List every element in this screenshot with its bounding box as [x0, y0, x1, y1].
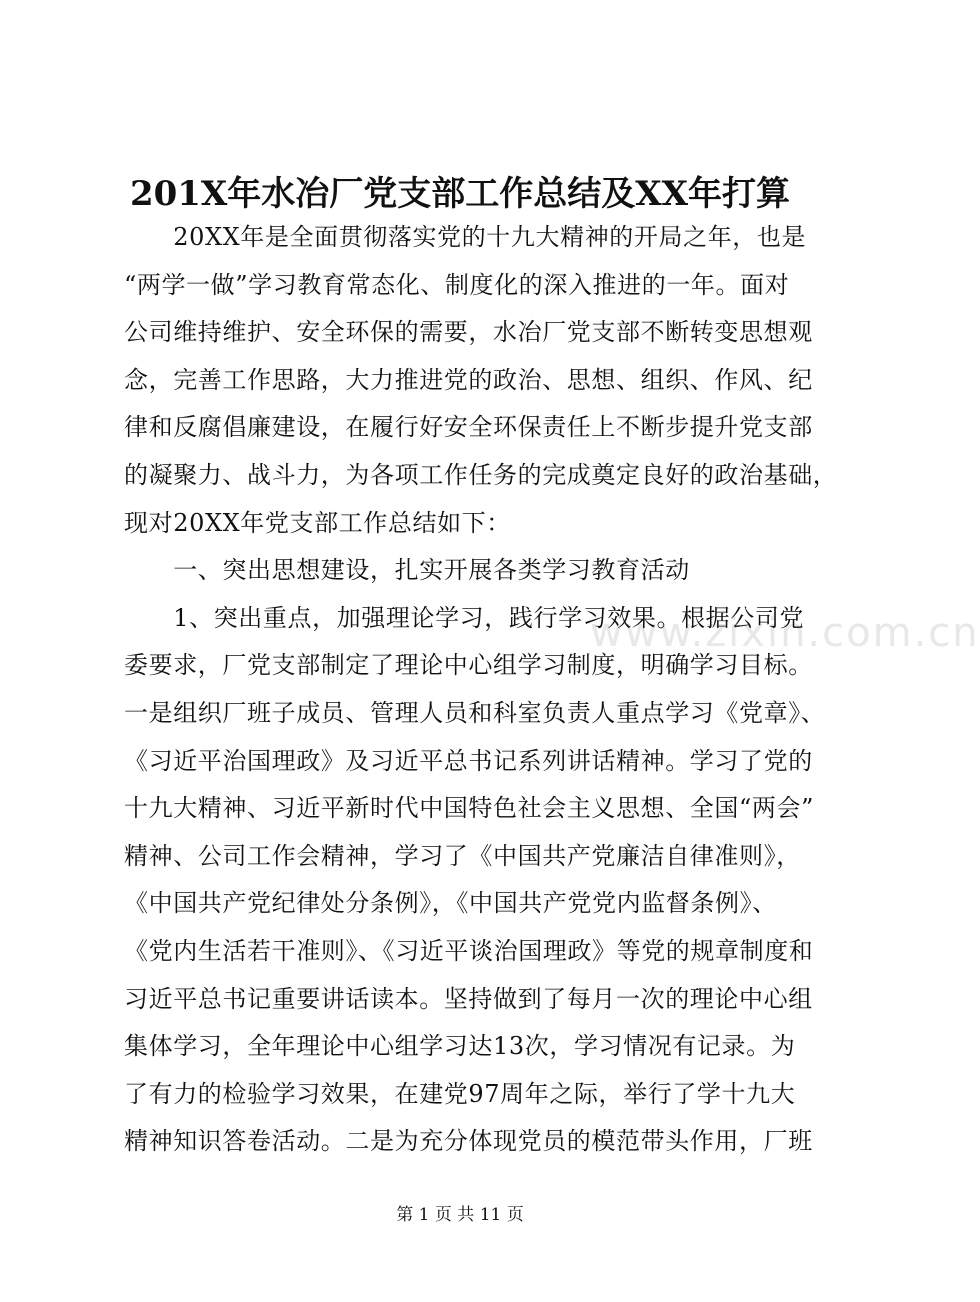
body-line: 了有力的检验学习效果，在建党97周年之际，举行了学十九大: [124, 1079, 796, 1108]
body-line: 律和反腐倡廉建设，在履行好安全环保责任上不断步提升党支部: [124, 413, 813, 442]
document-title: 201X年水冶厂党支部工作总结及XX年打算: [129, 174, 791, 214]
body-line: 的凝聚力、战斗力，为各项工作任务的完成奠定良好的政治基础，: [124, 460, 838, 489]
body-line: 1、突出重点，加强理论学习，践行学习效果。根据公司党: [124, 603, 805, 632]
body-line: 习近平总书记重要讲话读本。坚持做到了每月一次的理论中心组: [124, 984, 813, 1013]
body-line: 公司维持维护、安全环保的需要，水冶厂党支部不断转变思想观: [124, 318, 813, 347]
body-line: 《习近平治国理政》及习近平总书记系列讲话精神。学习了党的: [124, 746, 813, 775]
body-line: 精神、公司工作会精神，学习了《中国共产党廉洁自律准则》，: [124, 841, 801, 870]
body-line: 一是组织厂班子成员、管理人员和科室负责人重点学习《党章》、: [124, 698, 826, 727]
body-line: 20XX年是全面贯彻落实党的十九大精神的开局之年，也是: [124, 223, 807, 251]
body-line: “两学一做”学习教育常态化、制度化的深入推进的一年。面对: [124, 270, 790, 299]
body-line: 《中国共产党纪律处分条例》，《中国共产党党内监督条例》、: [124, 889, 777, 918]
body-line: 念，完善工作思路，大力推进党的政治、思想、组织、作风、纪: [124, 365, 813, 394]
watermark: www.zixin.com.cn: [590, 610, 980, 656]
body-line: 十九大精神、习近平新时代中国特色社会主义思想、全国“两会”: [124, 794, 814, 823]
page-number: 第 1 页 共 11 页: [396, 1205, 524, 1225]
body-line: 集体学习，全年理论中心组学习达13次，学习情况有记录。为: [124, 1032, 796, 1061]
section-heading: 一、突出思想建设，扎实开展各类学习教育活动: [124, 556, 690, 585]
body-line: 《党内生活若干准则》、《习近平谈治国理政》等党的规章制度和: [124, 936, 814, 965]
body-line: 精神知识答卷活动。二是为充分体现党员的模范带头作用，厂班: [124, 1127, 813, 1156]
body-line: 委要求，厂党支部制定了理论中心组学习制度，明确学习目标。: [124, 651, 813, 680]
document-body: [124, 218, 838, 1170]
body-line: 现对20XX年党支部工作总结如下：: [124, 508, 511, 537]
